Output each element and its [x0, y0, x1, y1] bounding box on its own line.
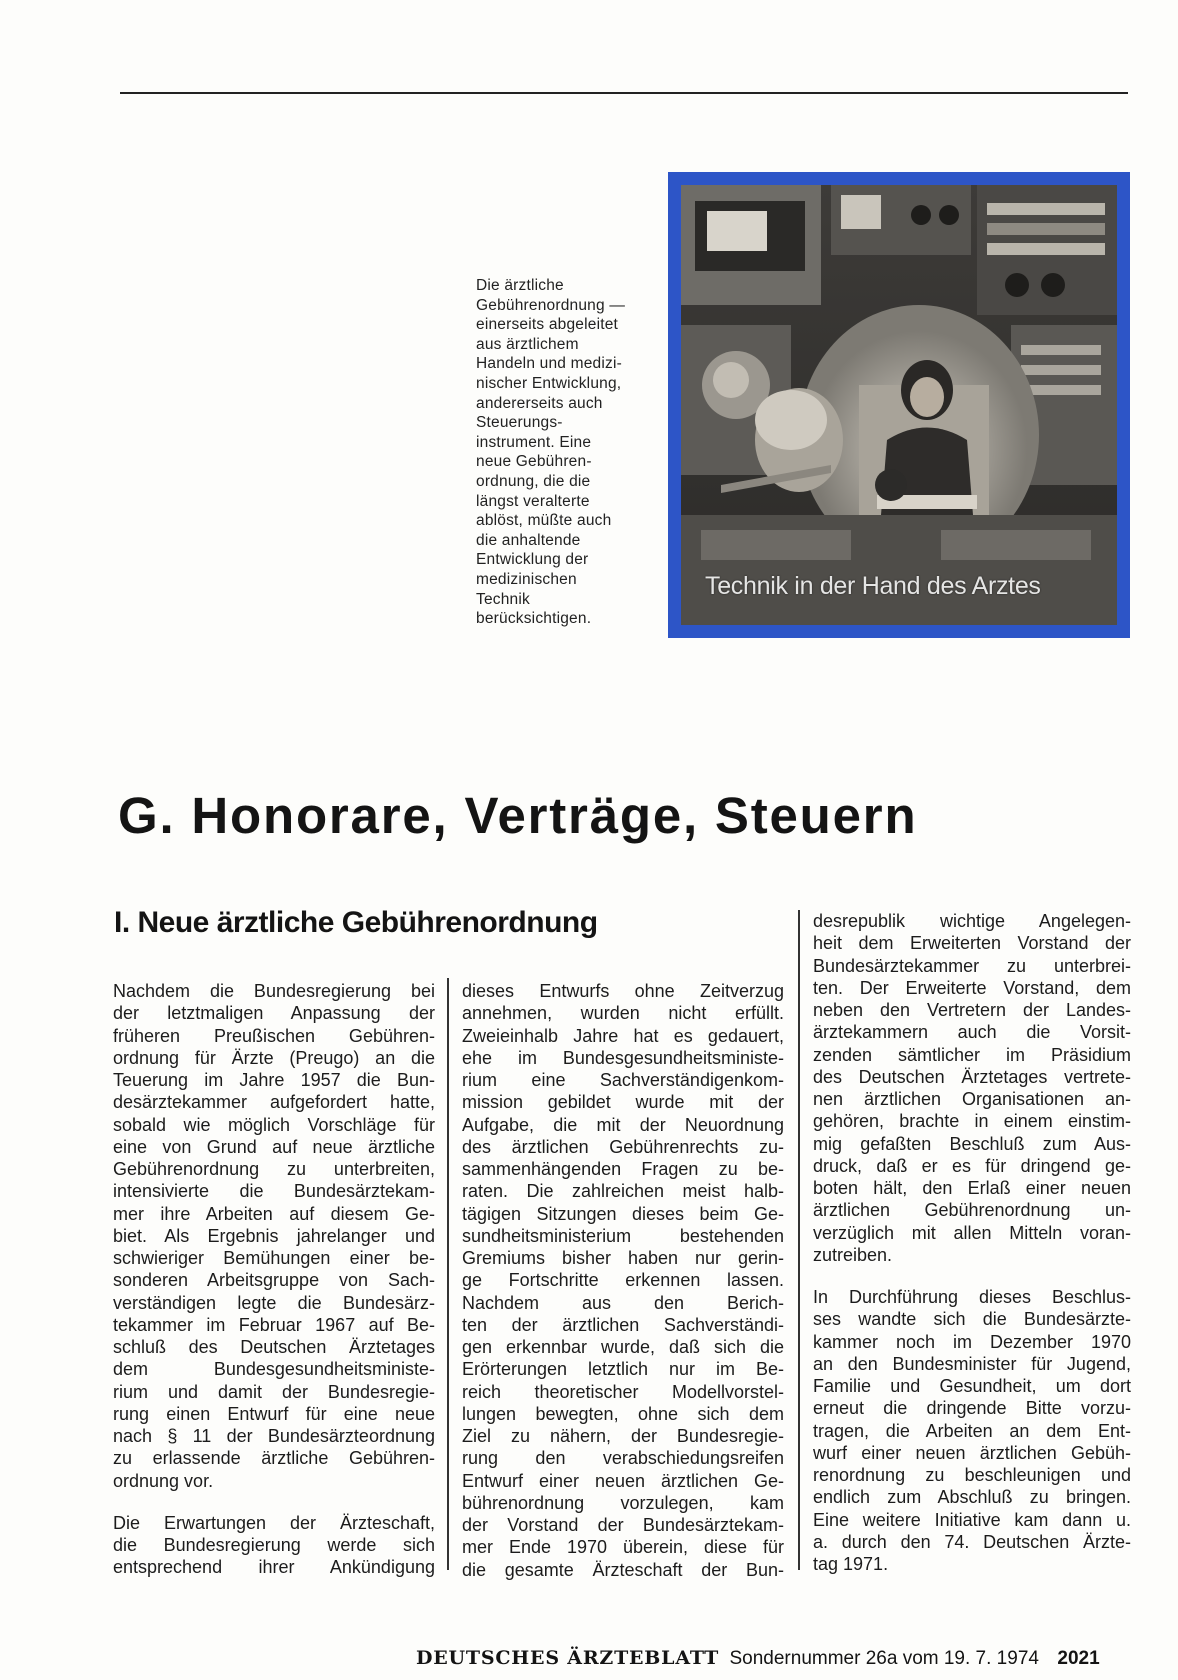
text-line: ge Fortschritte erkennen lassen.	[462, 1270, 784, 1291]
text-line: desrepublik wichtige Angelegen-	[813, 911, 1131, 931]
caption-line: Steuerungs-	[476, 414, 563, 432]
text-line: Aufgabe, die mit der Neuordnung	[462, 1114, 784, 1135]
text-line: mer ihre Arbeiten auf diesem Ge-	[113, 1203, 435, 1224]
text-line: schluß des Deutschen Ärztetages	[113, 1337, 435, 1357]
text-line: nach § 11 der Bundesärzteordnung	[113, 1426, 435, 1446]
text-line: Eine weitere Initiative kam dann u.	[813, 1509, 1131, 1530]
text-line: mer Ende 1970 überein, diese für	[462, 1537, 784, 1558]
text-column-1	[113, 980, 435, 1579]
text-line: Teuerung im Jahre 1957 die Bun-	[113, 1070, 435, 1090]
text-line: zutreiben.	[813, 1244, 893, 1265]
text-line: Entwurf einer neuen ärztlichen Ge-	[462, 1470, 784, 1491]
caption-line: neue Gebühren-	[476, 453, 592, 471]
photo-collage	[681, 185, 1117, 625]
text-line: reich theoretischer Modellvorstel-	[462, 1381, 784, 1402]
text-line: a. durch den 74. Deutschen Ärzte-	[813, 1531, 1131, 1552]
text-line: ärztlichen Gebührenordnung un-	[813, 1200, 1131, 1221]
text-line: erneut die dringende Bitte vorzu-	[813, 1398, 1131, 1419]
text-line: ärztekammern auch die Vorsit-	[813, 1022, 1131, 1043]
text-line: Ziel zu nähern, der Bundesregie-	[462, 1426, 784, 1446]
text-line: zenden sämtlicher im Präsidium	[813, 1044, 1131, 1065]
text-line: neben den Vertretern der Landes-	[813, 1000, 1131, 1020]
text-line: desärztekammer aufgefordert hatte,	[113, 1092, 435, 1113]
chapter-title: G. Honorare, Verträge, Steuern	[118, 787, 918, 844]
figure-caption	[476, 276, 648, 629]
text-line: die gesamte Ärzteschaft der Bun-	[462, 1559, 784, 1580]
text-line: Erörterungen letztlich nur im Be-	[462, 1359, 784, 1380]
text-line: des ärztlichen Gebührenrechts zu-	[462, 1136, 784, 1157]
text-line: ehe im Bundesgesundheitsministe-	[462, 1047, 784, 1068]
text-line: lungen bewegten, ohne sich dem	[462, 1403, 784, 1424]
caption-line: Technik	[476, 590, 530, 608]
caption-line: instrument. Eine	[476, 433, 592, 451]
text-line: dieses Entwurfs ohne Zeitverzug	[462, 981, 784, 1001]
text-line: die Bundesregierung werde sich	[113, 1535, 435, 1555]
text-line: ordnung vor.	[113, 1470, 214, 1491]
text-line: verständigen legte die Bundesärz-	[113, 1292, 435, 1313]
text-line: dem Bundesgesundheitsministe-	[113, 1359, 435, 1380]
caption-line: Gebührenordnung —	[476, 296, 626, 314]
text-line: boten hält, den Erlaß einer neuen	[813, 1178, 1131, 1198]
text-line: Gebührenordnung zu unterbreiten,	[113, 1159, 435, 1179]
section-title: I. Neue ärztliche Gebührenordnung	[114, 906, 598, 939]
caption-line: andererseits auch	[476, 394, 603, 412]
issue-info: Sondernummer 26a vom 19. 7. 1974	[729, 1648, 1039, 1669]
text-line: Nachdem aus den Berich-	[462, 1292, 784, 1313]
caption-line: Entwicklung der	[476, 551, 589, 569]
text-line: sobald wie möglich Vorschläge für	[113, 1114, 435, 1135]
paragraph-gap	[113, 1492, 435, 1512]
caption-line: Die ärztliche	[476, 277, 564, 294]
text-line: verzüglich mit allen Mitteln voran-	[813, 1222, 1131, 1243]
text-line: ten der ärztlichen Sachverständi-	[462, 1314, 784, 1335]
text-line: tag 1971.	[813, 1554, 889, 1574]
text-line: renordnung zu beschleunigen und	[813, 1465, 1131, 1485]
text-line: mig gefaßten Beschluß zum Aus-	[813, 1133, 1131, 1154]
page-number: 2021	[1057, 1648, 1100, 1669]
text-line: rung einen Entwurf für eine neue	[113, 1403, 435, 1424]
text-column-2	[462, 980, 784, 1581]
text-line: Nachdem die Bundesregierung bei	[113, 981, 435, 1001]
text-line: Zweieinhalb Jahre hat es gedauert,	[462, 1025, 784, 1046]
caption-line: aus ärztlichem	[476, 335, 579, 353]
text-column-3	[813, 910, 1131, 1575]
text-line: zu erlassende ärztliche Gebühren-	[113, 1448, 435, 1469]
text-line: kammer noch im Dezember 1970	[813, 1331, 1131, 1352]
text-line: Familie und Gesundheit, um dort	[813, 1376, 1131, 1396]
column-rule-2	[798, 910, 800, 1570]
caption-line: ablöst, müßte auch	[476, 512, 612, 530]
text-line: gehören, brachte in einem einstim-	[813, 1111, 1131, 1132]
text-line: Gremiums bisher haben nur gerin-	[462, 1248, 784, 1268]
text-line: sammenhängenden Fragen zu be-	[462, 1159, 784, 1179]
text-line: ten. Der Erweiterte Vorstand, dem	[813, 977, 1131, 998]
text-line: rium eine Sachverständigenkom-	[462, 1070, 784, 1090]
text-line: sundheitsministerium bestehenden	[462, 1225, 784, 1246]
text-line: tekammer im Februar 1967 auf Be-	[113, 1314, 435, 1335]
text-line: des Deutschen Ärztetages vertrete-	[813, 1066, 1131, 1087]
text-line: bührenordnung vorzulegen, kam	[462, 1492, 784, 1513]
text-line: Bundesärztekammer zu unterbrei-	[813, 955, 1131, 976]
caption-line: Handeln und medizi-	[476, 355, 622, 373]
caption-line: die anhaltende	[476, 531, 581, 549]
text-line: der letztmaligen Anpassung der	[113, 1003, 435, 1024]
text-line: nen ärztlichen Organisationen an-	[813, 1089, 1131, 1109]
text-line: früheren Preußischen Gebühren-	[113, 1025, 435, 1046]
text-line: In Durchführung dieses Beschlus-	[813, 1287, 1131, 1307]
photo-title: Technik in der Hand des Arztes	[705, 572, 1041, 600]
text-line: schwieriger Bemühungen einer be-	[113, 1248, 435, 1268]
paragraph-gap	[813, 1266, 1131, 1286]
text-line: annehmen, wurden nicht erfüllt.	[462, 1003, 784, 1024]
text-line: Die Erwartungen der Ärzteschaft,	[113, 1512, 435, 1533]
text-line: gen erkennbar wurde, daß sich die	[462, 1337, 784, 1357]
text-line: tragen, die Arbeiten an dem Ent-	[813, 1420, 1131, 1441]
text-line: ses wandte sich die Bundesärzte-	[813, 1309, 1131, 1330]
text-line: heit dem Erweiterten Vorstand der	[813, 933, 1131, 954]
text-line: intensivierte die Bundesärztekam-	[113, 1181, 435, 1202]
text-line: raten. Die zahlreichen meist halb-	[462, 1181, 784, 1202]
photo-technik	[681, 185, 1117, 625]
text-line: endlich zum Abschluß zu bringen.	[813, 1487, 1131, 1508]
text-line: an den Bundesminister für Jugend,	[813, 1353, 1131, 1374]
caption-line: nischer Entwicklung,	[476, 374, 622, 392]
caption-line: medizinischen	[476, 570, 577, 588]
caption-line: berücksichtigen.	[476, 610, 592, 628]
text-line: biet. Als Ergebnis jahrelanger und	[113, 1225, 435, 1246]
text-line: entsprechend ihrer Ankündigung	[113, 1557, 435, 1578]
caption-line: ordnung, die die	[476, 472, 591, 490]
text-line: tägigen Sitzungen dieses beim Ge-	[462, 1203, 784, 1224]
top-rule	[120, 92, 1128, 94]
text-line: rung den verabschiedungsreifen	[462, 1448, 784, 1469]
text-line: eine von Grund auf neue ärztliche	[113, 1136, 435, 1157]
text-line: druck, daß er es für dringend ge-	[813, 1155, 1131, 1176]
photo-frame	[668, 172, 1130, 638]
text-line: mission gebildet wurde mit der	[462, 1092, 784, 1113]
text-line: sonderen Arbeitsgruppe von Sach-	[113, 1270, 435, 1291]
caption-line: einerseits abgeleitet	[476, 316, 619, 334]
text-line: der Vorstand der Bundesärztekam-	[462, 1515, 784, 1535]
page-footer	[416, 1647, 1100, 1670]
column-rule-1	[447, 978, 449, 1570]
caption-line: längst veralterte	[476, 492, 590, 510]
text-line: wurf einer neuen ärztlichen Gebüh-	[813, 1442, 1131, 1463]
masthead: DEUTSCHES ÄRZTEBLATT	[416, 1647, 720, 1669]
text-line: rium und damit der Bundesregie-	[113, 1381, 435, 1402]
text-line: ordnung für Ärzte (Preugo) an die	[113, 1047, 435, 1068]
